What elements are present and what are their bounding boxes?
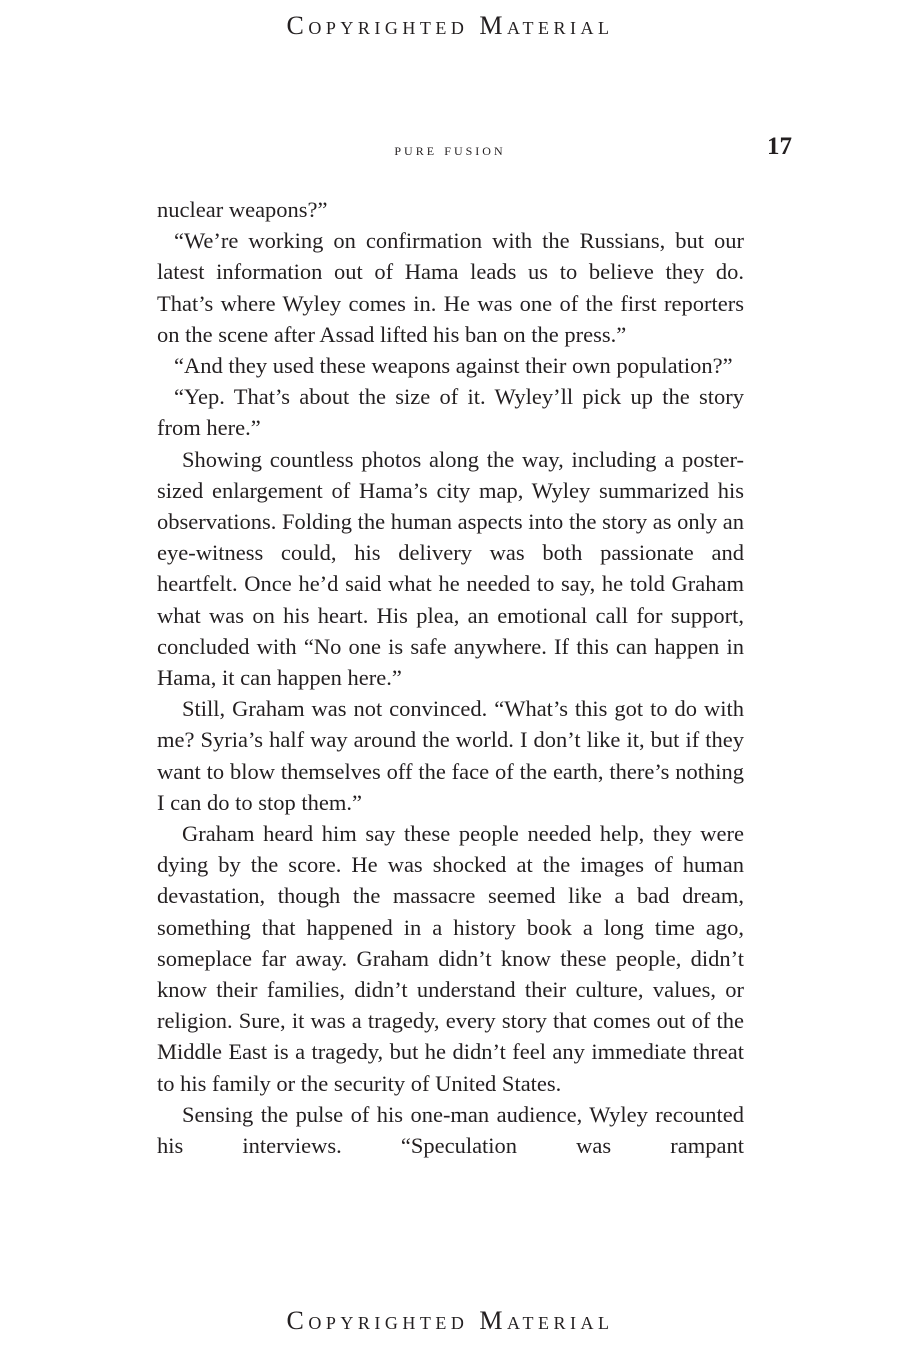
paragraph: “We’re working on confirmation with the Russians, but our latest information out of Hama leads us to believe they do. That’s where Wyley comes in. He was one of the first reporters on the scene after Assad lifted his ban on the press.” [157,228,744,347]
running-head: pure fusion [394,140,506,159]
body-text [157,194,744,1161]
paragraph: Graham heard him say these people needed help, they were dying by the score. He was shocked at the images of human devastation, though the massacre seemed like a bad dream, something that happened in a history book a long time ago, someplace far away. Graham didn’t know these people, didn’t know their families, didn’t understand their culture, values, or religion. Sure, it was a tragedy, every story that comes out of the Middle East is a tragedy, but he didn’t feel any immediate threat to his family or the security of United States. [157,821,744,1096]
copyright-watermark-bottom: Copyrighted Material [286,1306,614,1335]
paragraph: nuclear weapons?” [157,197,328,222]
paragraph: Sensing the pulse of his one-man audience, Wyley recounted his interviews. “Speculation was rampant [157,1101,744,1159]
paragraph: “Yep. That’s about the size of it. Wyley’ll pick up the story from here.” [157,384,744,441]
paragraph: Still, Graham was not convinced. “What’s this got to do with me? Syria’s half way around the world. I don’t like it, but if they want to blow themselves off the face of the earth, there’s nothing I can do to stop them.” [157,696,744,815]
paragraph: “And they used these weapons against their own population?” [174,353,733,379]
copyright-watermark-top: Copyrighted Material [286,11,614,40]
paragraph: Showing countless photos along the way, including a poster-sized enlargement of Hama’s city map, Wyley summarized his observations. Folding the human aspects into the story as only an eye-witness could, his delivery was both passionate and heartfelt. Once he’d said what he needed to say, he told Graham what was on his heart. His plea, an emotional call for support, concluded with “No one is safe anywhere. If this can happen in Hama, it can happen here.” [157,446,744,691]
page-number: 17 [767,133,792,160]
